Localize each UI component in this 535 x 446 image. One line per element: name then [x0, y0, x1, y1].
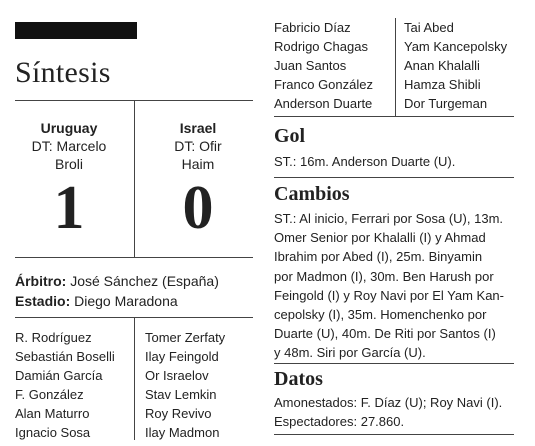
player-name: Damián García [15, 368, 103, 383]
datos-heading: Datos [274, 368, 323, 390]
stadium-name: Diego Maradona [74, 293, 178, 309]
divider [274, 434, 514, 435]
away-score: 0 [182, 174, 214, 242]
away-team-block [139, 119, 257, 173]
player-name: Dor Turgeman [404, 96, 488, 111]
divider [274, 177, 514, 178]
player-name: Yam Kancepolsky [404, 39, 508, 54]
cambios-line: ST.: Al inicio, Ferrari por Sosa (U), 13m. [274, 211, 504, 226]
player-name: Hamza Shibli [404, 77, 481, 92]
referee-line [15, 271, 219, 291]
home-coach-line1: DT: Marcelo [31, 138, 107, 154]
divider [274, 363, 514, 364]
player-name: Ignacio Sosa [15, 425, 91, 440]
cambios-line: y 48m. Siri por García (U). [274, 345, 426, 361]
referee-label: Árbitro: [15, 273, 67, 289]
home-lineup-part2 [274, 18, 373, 113]
stadium-line [15, 291, 219, 311]
score-divider [134, 100, 135, 257]
home-team-name: Uruguay [40, 120, 98, 136]
cambios-line: Omer Senior por Khalalli (I) y Ahmad [274, 230, 486, 246]
lineup-divider [395, 18, 396, 116]
away-team-name: Israel [179, 120, 217, 136]
cambios-line: Ibrahim por Abed (I), 25m. Binyamin [274, 249, 483, 265]
player-name: Alan Maturro [15, 406, 90, 421]
home-coach-line2: Broli [54, 156, 83, 172]
lineup-divider [134, 317, 135, 440]
cambios-heading: Cambios [274, 183, 350, 205]
datos-line: Amonestados: F. Díaz (U); Roy Navi (I). [274, 395, 503, 410]
stadium-label: Estadio: [15, 293, 71, 309]
gol-text: ST.: 16m. Anderson Duarte (U). [274, 154, 456, 169]
player-name: Juan Santos [274, 58, 347, 73]
player-name: R. Rodríguez [15, 330, 92, 345]
cambios-line: por Madmon (I), 30m. Ben Harush por [274, 268, 494, 284]
away-coach-line1: DT: Ofir [174, 138, 222, 154]
player-name: Stav Lemkin [145, 387, 217, 402]
player-name: Fabricio Díaz [274, 20, 351, 35]
player-name: Roy Revivo [145, 406, 212, 421]
home-lineup-part1 [15, 328, 115, 442]
cambios-line: Duarte (U), 40m. De Riti por Santos (I) [274, 326, 496, 342]
player-name: Anan Khalalli [404, 58, 480, 73]
cambios-text [274, 209, 504, 363]
player-name: Sebastián Boselli [15, 349, 115, 364]
player-name: Tai Abed [404, 20, 454, 35]
section-marker-bar [15, 22, 137, 39]
datos-line: Espectadores: 27.860. [274, 414, 405, 430]
divider [274, 116, 514, 117]
officials-block [15, 271, 219, 311]
player-name: Ilay Madmon [145, 425, 220, 440]
cambios-line: Feingold (I) y Roy Navi por El Yam Kan- [274, 287, 504, 303]
player-name: Franco González [274, 77, 373, 92]
referee-name: José Sánchez (España) [70, 273, 219, 289]
divider [15, 257, 253, 258]
home-team-block [10, 119, 128, 173]
gol-heading: Gol [274, 125, 306, 147]
player-name: Tomer Zerfaty [145, 330, 226, 345]
player-name: Anderson Duarte [274, 96, 373, 111]
datos-text [274, 393, 502, 431]
cambios-line: cepolsky (I), 35m. Homenchenko por [274, 307, 487, 323]
away-lineup-part2 [404, 18, 507, 113]
home-score: 1 [53, 174, 85, 242]
page-title: Síntesis [15, 56, 111, 89]
player-name: F. González [15, 387, 84, 402]
player-name: Rodrigo Chagas [274, 39, 368, 54]
away-lineup-part1 [145, 328, 225, 442]
player-name: Or Israelov [145, 368, 209, 383]
away-coach-line2: Haim [181, 156, 215, 172]
player-name: Ilay Feingold [145, 349, 219, 364]
